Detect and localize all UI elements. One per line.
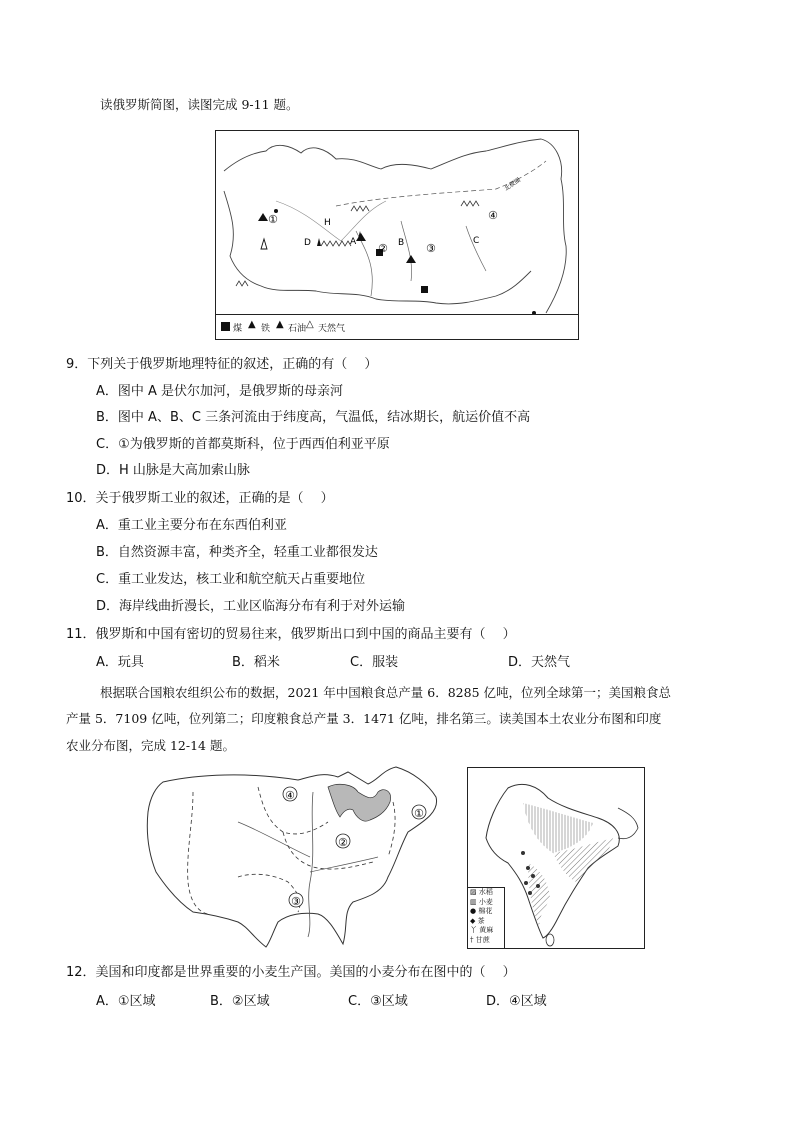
label-D: D xyxy=(304,238,311,248)
q12-option-a: A．①区域 xyxy=(96,994,156,1009)
coal-symbol xyxy=(221,322,230,331)
q9-option-c: C．①为俄罗斯的首都莫斯科，位于西西伯利亚平原 xyxy=(96,437,390,452)
label-arctic-circle: 北极圈 xyxy=(503,176,522,193)
russia-map xyxy=(215,130,579,340)
q9-option-b: B．图中 A、B、C 三条河流由于纬度高，气温低，结冰期长，航运价值不高 xyxy=(96,410,531,425)
russia-map-drawing xyxy=(216,131,578,315)
iron-symbol: ▲ xyxy=(248,319,256,330)
legend-iron: 铁 xyxy=(261,324,271,334)
legend-oil: 石油 xyxy=(288,324,307,334)
label-H: H xyxy=(324,218,331,228)
q12-stem: 12．美国和印度都是世界重要的小麦生产国。美国的小麦分布在图中的（ ） xyxy=(66,965,516,980)
india-map-legend xyxy=(468,887,505,948)
legend-gas: 天然气 xyxy=(318,324,346,334)
q11-option-b: B．稻米 xyxy=(232,655,280,670)
q9-stem: 9．下列关于俄罗斯地理特征的叙述，正确的有（ ） xyxy=(66,357,378,372)
label-A: A xyxy=(350,237,357,247)
label-circle1: ① xyxy=(268,213,278,226)
label-circle4: ④ xyxy=(488,209,498,222)
q10-stem: 10．关于俄罗斯工业的叙述，正确的是（ ） xyxy=(66,491,334,506)
intro2-line1: 根据联合国粮农组织公布的数据，2021 年中国粮食总产量 6．8285 亿吨，位列全球第一；美国粮食总 xyxy=(100,685,671,700)
q11-option-a: A．玩具 xyxy=(96,655,144,670)
intro2-line3: 农业分布图，完成 12-14 题。 xyxy=(66,738,235,753)
q10-option-b: B．自然资源丰富，种类齐全，轻重工业都很发达 xyxy=(96,545,378,560)
q12-option-c: C．③区域 xyxy=(348,994,408,1009)
intro-text: 读俄罗斯简图，读图完成 9-11 题。 xyxy=(100,97,299,112)
q9-option-a: A．图中 A 是伏尔加河，是俄罗斯的母亲河 xyxy=(96,384,344,399)
usa-label-1: ① xyxy=(414,807,424,820)
legend-wheat: ▥ 小麦 xyxy=(470,897,493,906)
label-B: B xyxy=(398,238,405,248)
legend-sugarcane: † 甘蔗 xyxy=(470,935,490,944)
q11-option-d: D．天然气 xyxy=(508,655,571,670)
q10-option-c: C．重工业发达，核工业和航空航天占重要地位 xyxy=(96,572,366,587)
q10-option-a: A．重工业主要分布在东西伯利亚 xyxy=(96,518,287,533)
usa-label-3: ③ xyxy=(291,895,301,908)
label-circle2: ② xyxy=(378,242,388,255)
q11-stem: 11．俄罗斯和中国有密切的贸易往来，俄罗斯出口到中国的商品主要有（ ） xyxy=(66,627,516,642)
usa-map xyxy=(138,762,460,952)
legend-coal: 煤 xyxy=(233,324,243,334)
q12-option-d: D．④区域 xyxy=(486,994,547,1009)
legend-tea: ◆ 茶 xyxy=(470,916,485,925)
q12-option-b: B．②区域 xyxy=(210,994,270,1009)
usa-label-4: ④ xyxy=(285,789,295,802)
legend-cotton: ● 棉花 xyxy=(470,907,493,915)
usa-map-drawing xyxy=(138,762,460,952)
q10-option-d: D．海岸线曲折漫长，工业区临海分布有利于对外运输 xyxy=(96,599,406,614)
india-map xyxy=(467,767,645,949)
q9-option-d: D．H 山脉是大高加索山脉 xyxy=(96,463,250,478)
legend-jute: 丫 黄麻 xyxy=(470,926,494,934)
russia-map-legend xyxy=(216,314,578,339)
q11-option-c: C．服装 xyxy=(350,655,399,670)
gas-symbol: △ xyxy=(306,319,314,330)
intro2-line2: 产量 5．7109 亿吨，位列第二；印度粮食总产量 3．1471 亿吨，排名第三。读美国本土农业分布图和印度 xyxy=(66,711,662,726)
usa-label-2: ② xyxy=(338,836,348,849)
label-circle3: ③ xyxy=(426,242,436,255)
label-C: C xyxy=(473,236,480,246)
legend-rice: ▨ 水稻 xyxy=(470,888,493,896)
oil-symbol: ▲ xyxy=(276,319,284,330)
